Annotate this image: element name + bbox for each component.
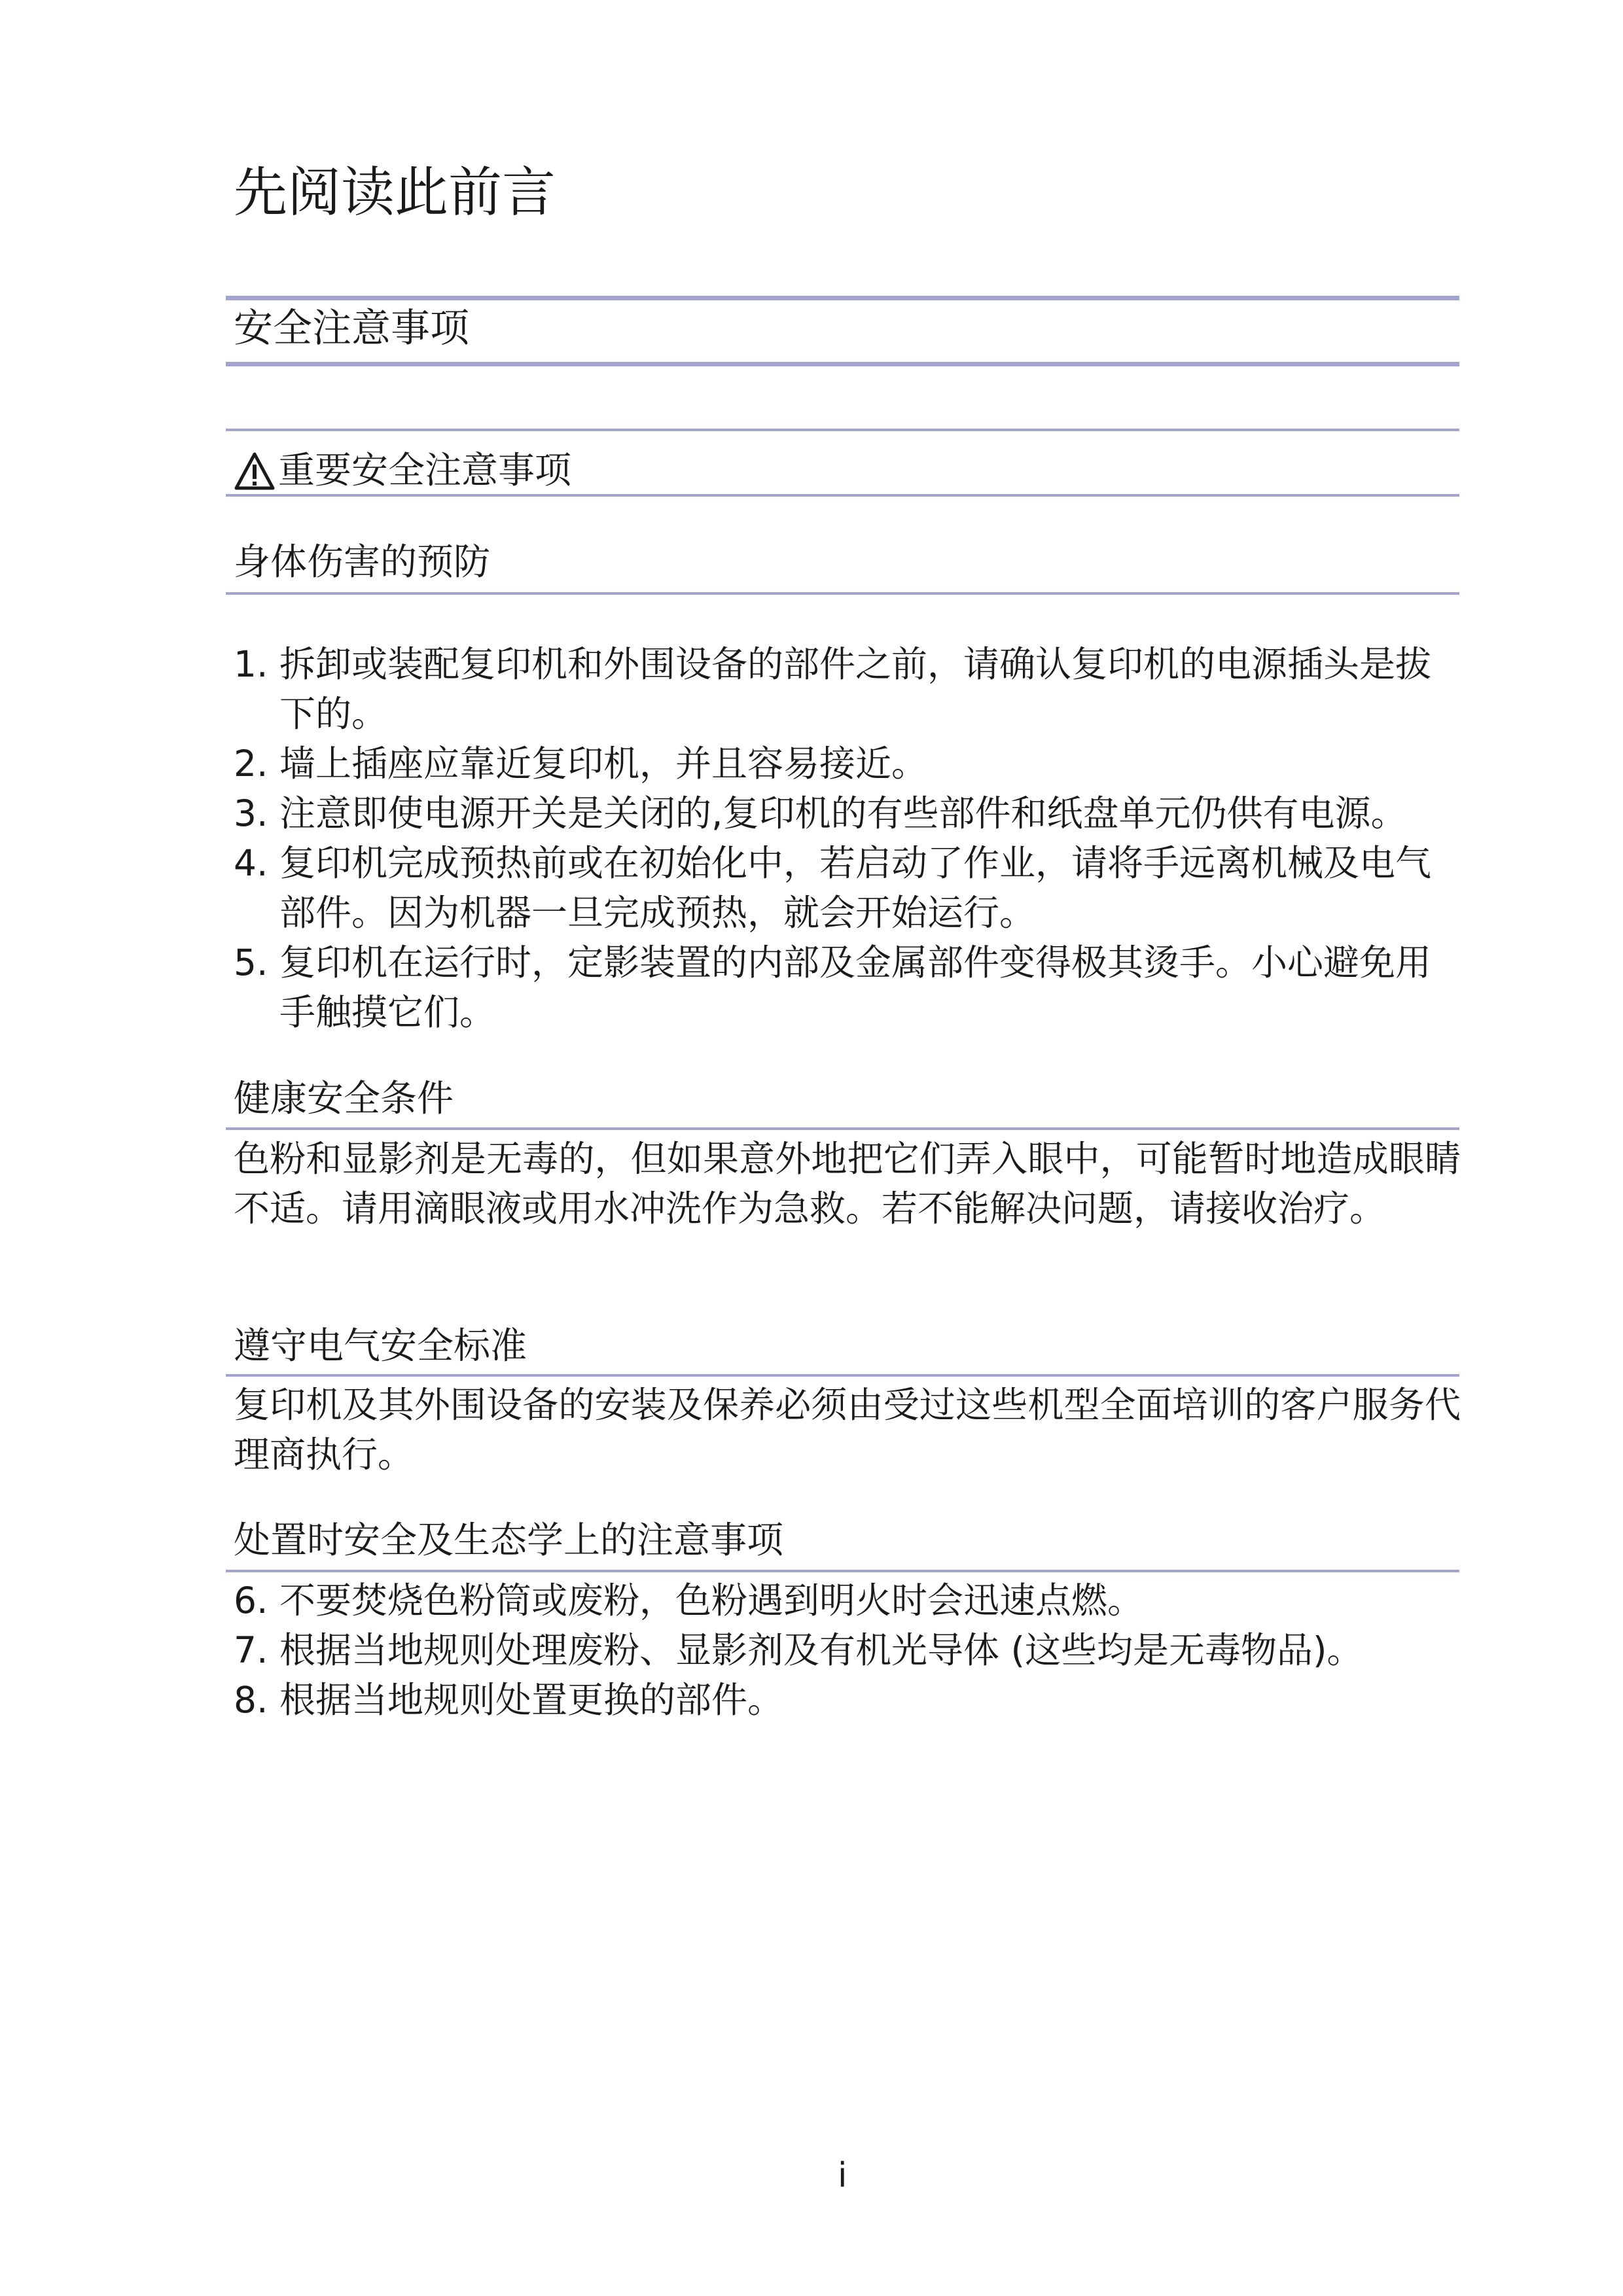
list-item-number: 4. bbox=[234, 842, 268, 884]
section-rule-bottom bbox=[226, 362, 1459, 366]
list-item-text: 注意即使电源开关是关闭的,复印机的有些部件和纸盘单元仍供有电源。 bbox=[279, 792, 1407, 834]
list-item bbox=[234, 788, 1464, 838]
list-item bbox=[234, 1576, 1464, 1625]
list-item bbox=[234, 1625, 1464, 1675]
health-rule bbox=[226, 1127, 1459, 1130]
list-item-number: 6. bbox=[234, 1580, 268, 1621]
electrical-rule bbox=[226, 1374, 1459, 1377]
list-item bbox=[234, 838, 1464, 938]
section-rule-top bbox=[226, 296, 1459, 300]
list-item bbox=[234, 639, 1464, 739]
list-item-number: 1. bbox=[234, 643, 268, 685]
list-item-number: 7. bbox=[234, 1629, 268, 1671]
important-rule-bottom bbox=[226, 494, 1459, 497]
disposal-heading: 处置时安全及生态学上的注意事项 bbox=[234, 1519, 783, 1562]
section-title: 安全注意事项 bbox=[234, 306, 469, 351]
page-title: 先阅读此前言 bbox=[234, 162, 556, 224]
list-item-text: 根据当地规则处置更换的部件。 bbox=[279, 1679, 784, 1721]
important-label: 重要安全注意事项 bbox=[278, 450, 571, 492]
list-item bbox=[234, 938, 1464, 1037]
electrical-heading: 遵守电气安全标准 bbox=[234, 1325, 527, 1368]
list-item-number: 3. bbox=[234, 792, 268, 834]
list-item-text: 墙上插座应靠近复印机，并且容易接近。 bbox=[279, 743, 928, 785]
electrical-paragraph: 复印机及其外围设备的安装及保养必须由受过这些机型全面培训的客户服务代理商执行。 bbox=[234, 1384, 1461, 1475]
list-item-text: 复印机在运行时，定影装置的内部及金属部件变得极其烫手。小心避免用手触摸它们。 bbox=[279, 942, 1432, 1033]
list-item-text: 拆卸或装配复印机和外围设备的部件之前，请确认复印机的电源插头是拔下的。 bbox=[279, 643, 1432, 735]
list-item-text: 复印机完成预热前或在初始化中，若启动了作业，请将手远离机械及电气部件。因为机器一旦完成预热，就会开始运行。 bbox=[279, 842, 1432, 934]
list-item-text: 根据当地规则处理废粉、显影剂及有机光导体 (这些均是无毒物品)。 bbox=[279, 1629, 1363, 1671]
disposal-rule bbox=[226, 1570, 1459, 1572]
list-item-text: 不要焚烧色粉筒或废粉，色粉遇到明火时会迅速点燃。 bbox=[279, 1580, 1144, 1621]
disposal-list bbox=[234, 1576, 1464, 1725]
list-item bbox=[234, 1675, 1464, 1725]
list-item-number: 5. bbox=[234, 942, 268, 983]
injury-list bbox=[234, 639, 1464, 1037]
injury-rule bbox=[226, 592, 1459, 595]
list-item-number: 2. bbox=[234, 743, 268, 785]
warning-triangle-icon bbox=[234, 450, 276, 492]
page-number: i bbox=[838, 2156, 847, 2195]
important-heading bbox=[234, 445, 571, 497]
list-item-number: 8. bbox=[234, 1679, 268, 1721]
list-item bbox=[234, 739, 1464, 788]
injury-heading: 身体伤害的预防 bbox=[234, 541, 490, 584]
health-paragraph: 色粉和显影剂是无毒的，但如果意外地把它们弄入眼中，可能暂时地造成眼睛不适。请用滴眼液或用水冲洗作为急救。若不能解决问题，请接收治疗。 bbox=[234, 1138, 1461, 1229]
health-heading: 健康安全条件 bbox=[234, 1078, 454, 1120]
important-rule-top bbox=[226, 429, 1459, 431]
